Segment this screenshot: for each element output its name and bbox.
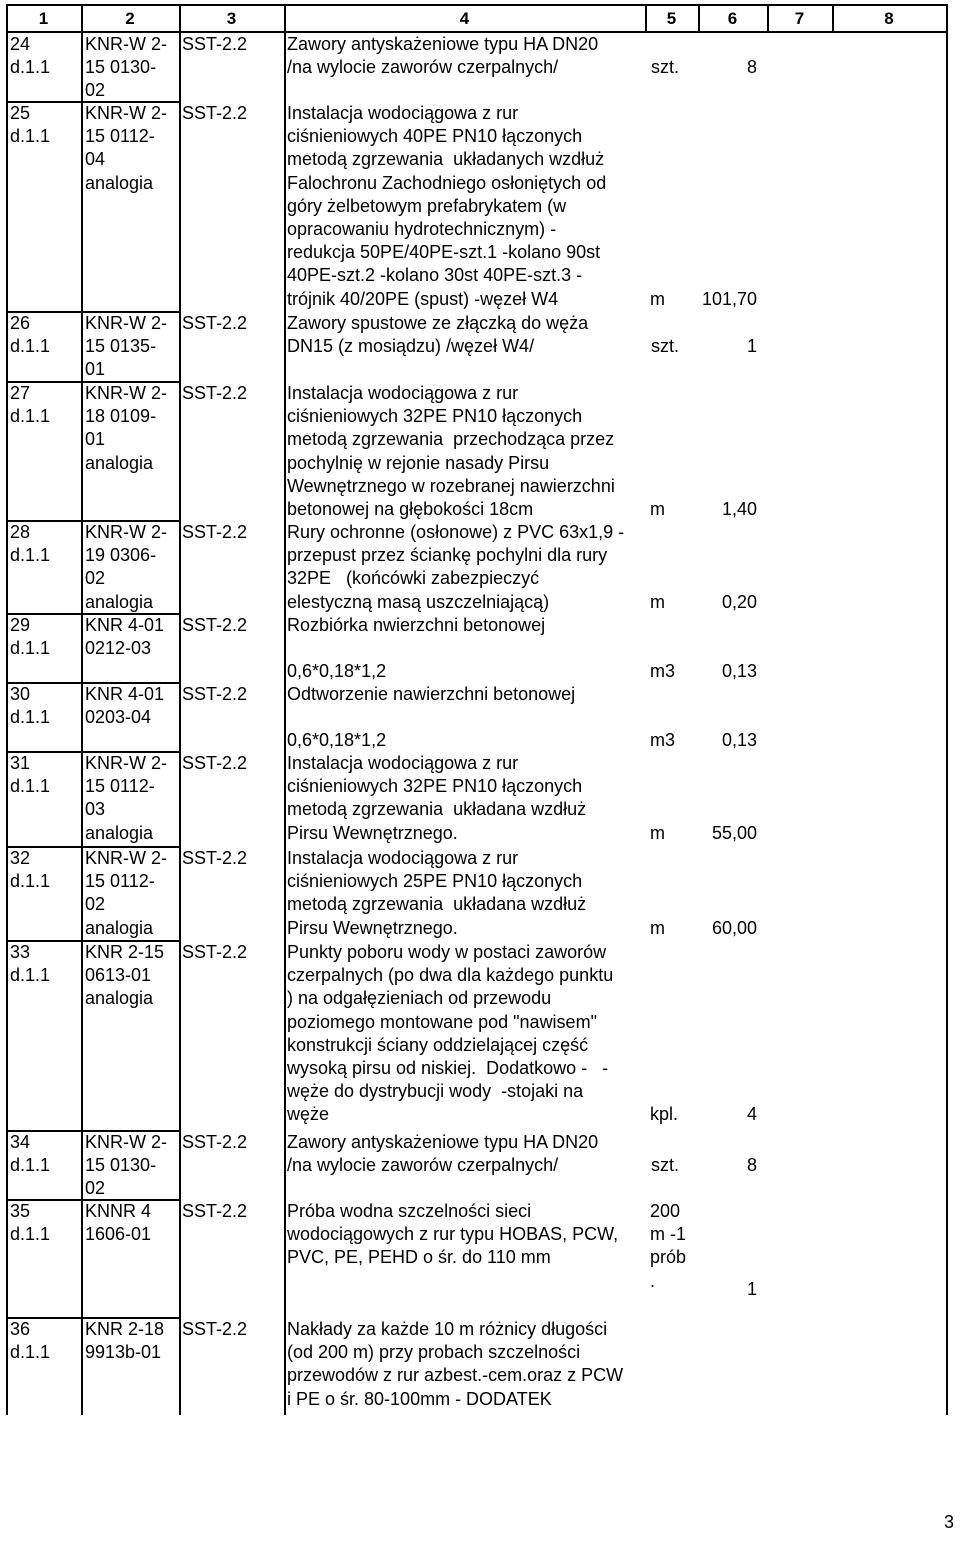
work-description: ciśnieniowych 40PE PN10 łączonych (287, 126, 583, 147)
item-number: 30 (10, 684, 31, 704)
unit: szt. (651, 336, 680, 357)
catalog-code: 15 0112- (85, 126, 155, 147)
catalog-code: KNR 2-15 (85, 942, 165, 962)
work-description: opracowaniu hydrotechnicznym) - (287, 219, 557, 239)
catalog-code: KNR-W 2- (85, 383, 167, 403)
work-description: Rury ochronne (osłonowe) z PVC 63x1,9 - (287, 522, 625, 542)
work-description: Punkty poboru wody w postaci zaworów (287, 942, 607, 962)
item-number: 27 (10, 383, 31, 403)
work-description: Instalacja wodociągowa z rur (287, 848, 519, 868)
work-description: góry żelbetowym prefabrykatem (w (287, 195, 567, 216)
item-number: 25 (10, 103, 31, 123)
unit: kpl. (650, 1104, 679, 1125)
header-divider (645, 4, 647, 32)
work-description: metodą zgrzewania układana wzdłuż (287, 799, 587, 820)
item-number: d.1.1 (10, 406, 51, 427)
catalog-code: 15 0135- (85, 336, 157, 357)
catalog-code: 02 (85, 894, 106, 915)
item-number: d.1.1 (10, 965, 51, 986)
work-description: 32PE (końcówki zabezpieczyć (287, 568, 540, 589)
item-number: 34 (10, 1132, 31, 1152)
spec-reference: SST-2.2 (182, 753, 248, 773)
work-description: Zawory antyskażeniowe typu HA DN20 (287, 34, 599, 54)
catalog-code: 15 0112- (85, 776, 155, 797)
catalog-code: analogia (85, 591, 154, 612)
catalog-code: 19 0306- (85, 545, 157, 566)
item-number: d.1.1 (10, 336, 51, 357)
work-description: Zawory spustowe ze złączką do węża (287, 313, 589, 333)
work-description: 40PE-szt.2 -kolano 30st 40PE-szt.3 - (287, 265, 583, 286)
column-divider (81, 32, 83, 1415)
work-description: metodą zgrzewania przechodząca przez (287, 429, 615, 450)
catalog-code: 15 0130- (85, 57, 157, 78)
spec-reference: SST-2.2 (182, 848, 248, 868)
spec-reference: SST-2.2 (182, 522, 248, 542)
work-description: przewodów z rur azbest.-cem.oraz z PCW (287, 1365, 624, 1386)
catalog-code: KNR 4-01 (85, 684, 165, 704)
catalog-code: KNR-W 2- (85, 313, 167, 333)
quantity: 1,40 (721, 499, 757, 519)
work-description: Rozbiórka nwierzchni betonowej (287, 615, 546, 635)
work-description: DN15 (z mosiądzu) /węzeł W4/ (287, 336, 535, 357)
work-description: redukcja 50PE/40PE-szt.1 -kolano 90st (287, 242, 601, 263)
item-number: d.1.1 (10, 871, 51, 892)
work-description: ciśnieniowych 32PE PN10 łączonych (287, 406, 583, 427)
work-description: Zawory antyskażeniowe typu HA DN20 (287, 1132, 599, 1152)
unit: m -1 (650, 1224, 686, 1245)
work-description: 0,6*0,18*1,2 (287, 730, 387, 751)
spec-reference: SST-2.2 (182, 1132, 248, 1152)
item-number: 28 (10, 522, 31, 542)
catalog-code: 04 (85, 149, 106, 170)
work-description: Instalacja wodociągowa z rur (287, 103, 519, 123)
quantity: 0,13 (721, 730, 757, 751)
work-description: przepust przez ściankę pochylni dla rury (287, 545, 608, 566)
work-description: PVC, PE, PEHD o śr. do 110 mm (287, 1247, 551, 1268)
catalog-code: 02 (85, 1178, 106, 1199)
unit: m (650, 917, 665, 938)
column-header-2: 2 (125, 9, 135, 28)
catalog-code: 02 (85, 568, 106, 589)
item-number: 35 (10, 1201, 31, 1221)
item-number: d.1.1 (10, 57, 51, 78)
quantity: 8 (746, 1155, 757, 1176)
spec-reference: SST-2.2 (182, 1319, 248, 1339)
catalog-code: KNR 4-01 (85, 615, 165, 635)
work-description: węże (287, 1104, 330, 1125)
catalog-code: 1606-01 (85, 1224, 152, 1245)
catalog-code: KNR-W 2- (85, 753, 167, 773)
item-number: d.1.1 (10, 776, 51, 797)
item-number: 29 (10, 615, 31, 635)
unit: m (650, 822, 665, 843)
work-description: 0,6*0,18*1,2 (287, 661, 387, 682)
header-divider (832, 4, 834, 32)
header-divider (81, 4, 83, 32)
spec-reference: SST-2.2 (182, 942, 248, 962)
right-border (946, 4, 948, 1415)
work-description: Pirsu Wewnętrznego. (287, 917, 458, 938)
column-divider (179, 32, 181, 1415)
header-divider (284, 4, 286, 32)
work-description: konstrukcji ściany oddzielającej część (287, 1034, 589, 1055)
item-number: d.1.1 (10, 1224, 51, 1245)
column-header-8: 8 (884, 9, 894, 28)
work-description: ciśnieniowych 25PE PN10 łączonych (287, 871, 583, 892)
catalog-code: KNR-W 2- (85, 522, 167, 542)
catalog-code: analogia (85, 452, 154, 473)
column-header-6: 6 (727, 9, 738, 28)
item-number: 26 (10, 313, 31, 333)
work-description: Odtworzenie nawierzchni betonowej (287, 684, 576, 704)
spec-reference: SST-2.2 (182, 103, 248, 123)
work-description: (od 200 m) przy probach szczelności (287, 1342, 581, 1363)
work-description: /na wylocie zaworów czerpalnych/ (287, 1155, 559, 1176)
catalog-code: 15 0112- (85, 871, 155, 892)
work-description: Nakłady za każde 10 m różnicy długości (287, 1319, 608, 1339)
column-header-1: 1 (38, 9, 49, 28)
quantity: 101,70 (701, 288, 757, 309)
spec-reference: SST-2.2 (182, 383, 248, 403)
unit: m (650, 288, 665, 309)
unit: prób (650, 1247, 687, 1268)
catalog-code: analogia (85, 917, 154, 938)
work-description: trójnik 40/20PE (spust) -węzeł W4 (287, 288, 559, 309)
item-number: d.1.1 (10, 707, 51, 728)
spec-reference: SST-2.2 (182, 34, 248, 54)
column-header-3: 3 (226, 9, 237, 28)
unit: . (650, 1270, 656, 1291)
catalog-code: KNR-W 2- (85, 34, 167, 54)
catalog-code: analogia (85, 822, 154, 843)
quantity: 8 (746, 57, 757, 78)
item-number: d.1.1 (10, 638, 51, 659)
column-divider (284, 32, 286, 1415)
work-description: czerpalnych (po dwa dla każdego punktu (287, 965, 614, 986)
header-divider (767, 4, 769, 32)
work-description: Pirsu Wewnętrznego. (287, 822, 458, 843)
work-description: pochylnię w rejonie nasady Pirsu (287, 452, 550, 473)
unit: szt. (651, 57, 680, 78)
work-description: /na wylocie zaworów czerpalnych/ (287, 57, 559, 78)
work-description: Instalacja wodociągowa z rur (287, 383, 519, 403)
unit: szt. (651, 1155, 680, 1176)
spec-reference: SST-2.2 (182, 684, 248, 704)
header-divider (698, 4, 700, 32)
work-description: Falochronu Zachodniego osłoniętych od (287, 172, 607, 193)
work-description: wodociągowych z rur typu HOBAS, PCW, (287, 1224, 619, 1245)
catalog-code: KNR-W 2- (85, 848, 167, 868)
item-number: 24 (10, 34, 31, 54)
catalog-code: KNR-W 2- (85, 103, 167, 123)
work-description: i PE o śr. 80-100mm - DODATEK (287, 1388, 552, 1409)
catalog-code: analogia (85, 172, 154, 193)
work-description: ciśnieniowych 32PE PN10 łączonych (287, 776, 583, 797)
left-border (6, 4, 8, 1415)
work-description: metodą zgrzewania układanych wzdłuż (287, 149, 605, 170)
spec-reference: SST-2.2 (182, 313, 248, 333)
catalog-code: 0212-03 (85, 638, 152, 659)
catalog-code: KNNR 4 (85, 1201, 152, 1221)
work-description: Wewnętrznego w rozebranej nawierzchni (287, 475, 615, 496)
unit: m3 (650, 730, 676, 751)
catalog-code: 0613-01 (85, 965, 152, 986)
work-description: elestyczną masą uszczelniającą) (287, 591, 550, 612)
work-description: metodą zgrzewania układana wzdłuż (287, 894, 587, 915)
catalog-code: 02 (85, 80, 106, 101)
catalog-code: 9913b-01 (85, 1342, 162, 1363)
quantity: 1 (746, 336, 757, 357)
quantity: 4 (746, 1104, 757, 1125)
unit: m (650, 499, 665, 519)
column-header-4: 4 (459, 9, 470, 28)
catalog-code: 03 (85, 799, 106, 820)
item-number: d.1.1 (10, 1342, 51, 1363)
column-header-5: 5 (666, 9, 677, 28)
unit: m (650, 591, 665, 612)
item-number: 31 (10, 753, 31, 773)
catalog-code: 0203-04 (85, 707, 152, 728)
work-description: poziomego montowane pod "nawisem" (287, 1011, 597, 1032)
table-top-border (6, 4, 948, 6)
item-number: 33 (10, 942, 31, 962)
quantity: 0,20 (721, 591, 757, 612)
item-number: 32 (10, 848, 31, 868)
column-header-7: 7 (794, 9, 805, 28)
item-number: 36 (10, 1319, 31, 1339)
quantity: 55,00 (711, 822, 757, 843)
unit: m3 (650, 661, 676, 682)
unit: 200 (650, 1201, 681, 1221)
work-description: ) na odgałęzieniach od przewodu (287, 988, 552, 1009)
work-description: Próba wodna szczelności sieci (287, 1201, 532, 1221)
work-description: betonowej na głębokości 18cm (287, 499, 534, 519)
quantity: 1 (746, 1278, 757, 1299)
catalog-code: KNR-W 2- (85, 1132, 167, 1152)
work-description: węże do dystrybucji wody -stojaki na (287, 1081, 584, 1102)
work-description: wysoką pirsu od niskiej. Dodatkowo - - (287, 1058, 609, 1078)
spec-reference: SST-2.2 (182, 615, 248, 635)
item-number: d.1.1 (10, 545, 51, 566)
page-number: 3 (943, 1512, 954, 1532)
catalog-code: 01 (85, 429, 106, 450)
item-number: d.1.1 (10, 126, 51, 147)
catalog-code: 15 0130- (85, 1155, 157, 1176)
catalog-code: 18 0109- (85, 406, 157, 427)
spec-reference: SST-2.2 (182, 1201, 248, 1221)
catalog-code: 01 (85, 359, 106, 380)
quantity: 0,13 (721, 661, 757, 682)
quantity: 60,00 (711, 917, 757, 938)
catalog-code: analogia (85, 988, 154, 1009)
item-number: d.1.1 (10, 1155, 51, 1176)
work-description: Instalacja wodociągowa z rur (287, 753, 519, 773)
header-divider (179, 4, 181, 32)
catalog-code: KNR 2-18 (85, 1319, 165, 1339)
